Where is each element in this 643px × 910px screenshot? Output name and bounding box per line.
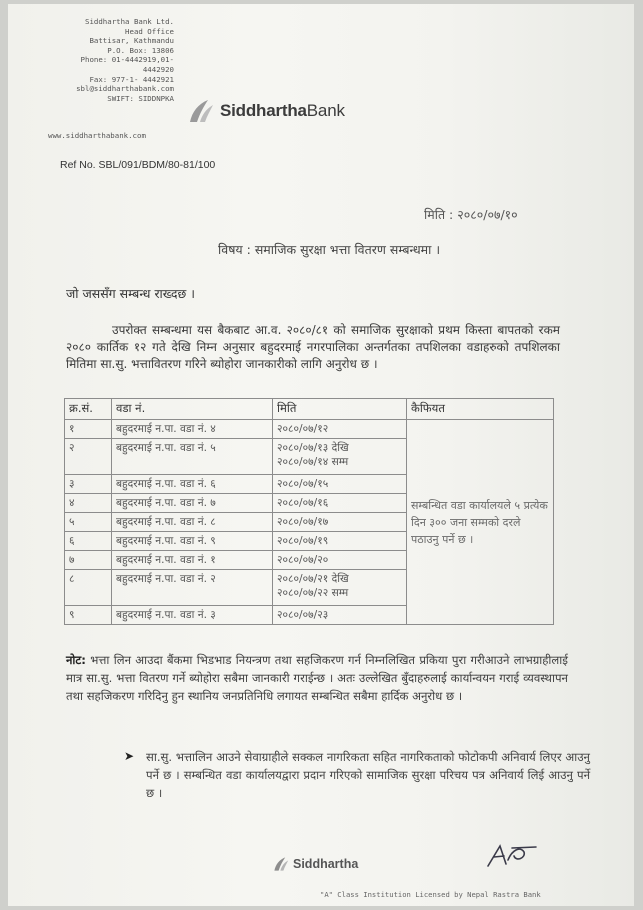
cell-sn: ३ (65, 475, 112, 494)
cell-ward: बहुदरमाई न.पा. वडा नं. ३ (112, 606, 273, 625)
bank-name: SiddharthaBank (220, 101, 345, 120)
cell-date: २०८०/०७/१२ (273, 420, 407, 439)
header-remarks: कैफियत (407, 399, 554, 420)
cell-ward: बहुदरमाई न.पा. वडा नं. ७ (112, 494, 273, 513)
cell-date: २०८०/०७/१५ (273, 475, 407, 494)
cell-date: २०८०/०७/१९ (273, 532, 407, 551)
note-paragraph (66, 652, 568, 705)
cell-date: २०८०/०७/१७ (273, 513, 407, 532)
cell-date: २०८०/०७/२० (273, 551, 407, 570)
cell-ward: बहुदरमाई न.पा. वडा नं. ९ (112, 532, 273, 551)
cell-date (273, 570, 407, 606)
cell-sn: ५ (65, 513, 112, 532)
cell-ward: बहुदरमाई न.पा. वडा नं. ४ (112, 420, 273, 439)
cell-date: २०८०/०७/२३ (273, 606, 407, 625)
date-from: २०८०/०७/१३ देखि (277, 442, 349, 454)
cell-sn: १ (65, 420, 112, 439)
bank-logo (186, 98, 345, 124)
cell-sn: ७ (65, 551, 112, 570)
distribution-schedule-table (64, 398, 554, 625)
requirement-bullet (124, 748, 590, 802)
cell-ward: बहुदरमाई न.पा. वडा नं. ५ (112, 439, 273, 475)
letter-page (8, 4, 634, 906)
date-to: २०८०/०७/१४ सम्म (277, 456, 349, 468)
cell-sn: ६ (65, 532, 112, 551)
letter-date: मिति : २०८०/०७/१० (424, 207, 518, 222)
letter-subject: विषय : समाजिक सुरक्षा भत्ता वितरण सम्बन्धमा । (218, 242, 441, 257)
table-row (65, 420, 554, 439)
cell-ward: बहुदरमाई न.पा. वडा नं. ८ (112, 513, 273, 532)
cell-ward: बहुदरमाई न.पा. वडा नं. १ (112, 551, 273, 570)
cell-sn: ९ (65, 606, 112, 625)
header-ward: वडा नं. (112, 399, 273, 420)
footer-logo (272, 856, 358, 872)
note-label: नोट: (66, 653, 86, 667)
note-text: भत्ता लिन आउदा बैंकमा भिडभाड नियन्त्रण तथा सहजिकरण गर्न निम्नलिखित प्रकिया पुरा गरीआउने लाभग्राहीलाई मात्र सा.सु. भत्ता वितरण गर्ने ब्योहोरा सबैमा जानकारी गराईन्छ । अतः उल्लेखित बुँदाहरुलाई कार्यान्वयन गराई व्यवस्थापन तथा सहजिकरण गरिदिनु हुन स्थानिय जनप्रतिनिधि लगायत सम्बन्धित सबैमा हार्दिक अनुरोध छ । (66, 653, 568, 703)
bank-address: Siddhartha Bank Ltd. Head Office Battisar, Kathmandu P.O. Box: 13806 Phone: 01-4442919,01- 4442920 Fax: 977-1- 4442921 sbl@siddharthabank.com SWIFT: SIDDNPKA (76, 17, 174, 103)
reference-number: Ref No. SBL/091/BDM/80-81/100 (60, 159, 216, 171)
leaf-logo-icon (186, 98, 216, 124)
footer-brand: Siddhartha (293, 857, 359, 871)
cell-remarks: सम्बन्धित वडा कार्यालयले ५ प्रत्येक दिन ३०० जना सम्मको दरले पठाउनु पर्ने छ । (407, 420, 554, 625)
header-sn: क्र.सं. (65, 399, 112, 420)
header-date: मिति (273, 399, 407, 420)
date-from: २०८०/०७/२१ देखि (277, 573, 349, 585)
body-paragraph: उपरोक्त सम्बन्धमा यस बैकबाट आ.व. २०८०/८१ को समाजिक सुरक्षाको प्रथम किस्ता बापतको रकम २०८० कार्तिक १२ गते देखि निम्न अनुसार बहुदरमाई नगरपालिका अन्तर्गतका तपशिलका वडाहरुको तपशिलका मितिमा सा.सु. भत्तावितरण गरिने ब्योहोरा जानकारीको लागि अनुरोध छ । (66, 323, 560, 371)
cell-sn: ४ (65, 494, 112, 513)
cell-sn: ८ (65, 570, 112, 606)
cell-ward: बहुदरमाई न.पा. वडा नं. २ (112, 570, 273, 606)
cell-ward: बहुदरमाई न.पा. वडा नं. ६ (112, 475, 273, 494)
date-to: २०८०/०७/२२ सम्म (277, 587, 349, 599)
license-note: "A" Class Institution Licensed by Nepal Rastra Bank (320, 890, 541, 899)
bank-website: www.siddharthabank.com (48, 131, 146, 140)
cell-date (273, 439, 407, 475)
cell-sn: २ (65, 439, 112, 475)
signature-mark (484, 838, 544, 872)
table-header-row (65, 399, 554, 420)
salutation: जो जससँग सम्बन्ध राख्दछ । (66, 286, 196, 301)
bullet-text: सा.सु. भत्तालिन आउने सेवाग्राहीले सक्कल नागरिकता सहित नागरिकताको फोटोकपी अनिवार्य लिएर आउनु पर्ने छ । सम्बन्धित वडा कार्यालयद्वारा प्रदान गरिएको सामाजिक सुरक्षा परिचय पत्र अनिवार्य लिई आउनु पर्ने छ । (146, 750, 590, 800)
leaf-logo-icon (272, 856, 290, 872)
cell-date: २०८०/०७/१६ (273, 494, 407, 513)
arrow-bullet-icon: ➤ (124, 749, 135, 763)
